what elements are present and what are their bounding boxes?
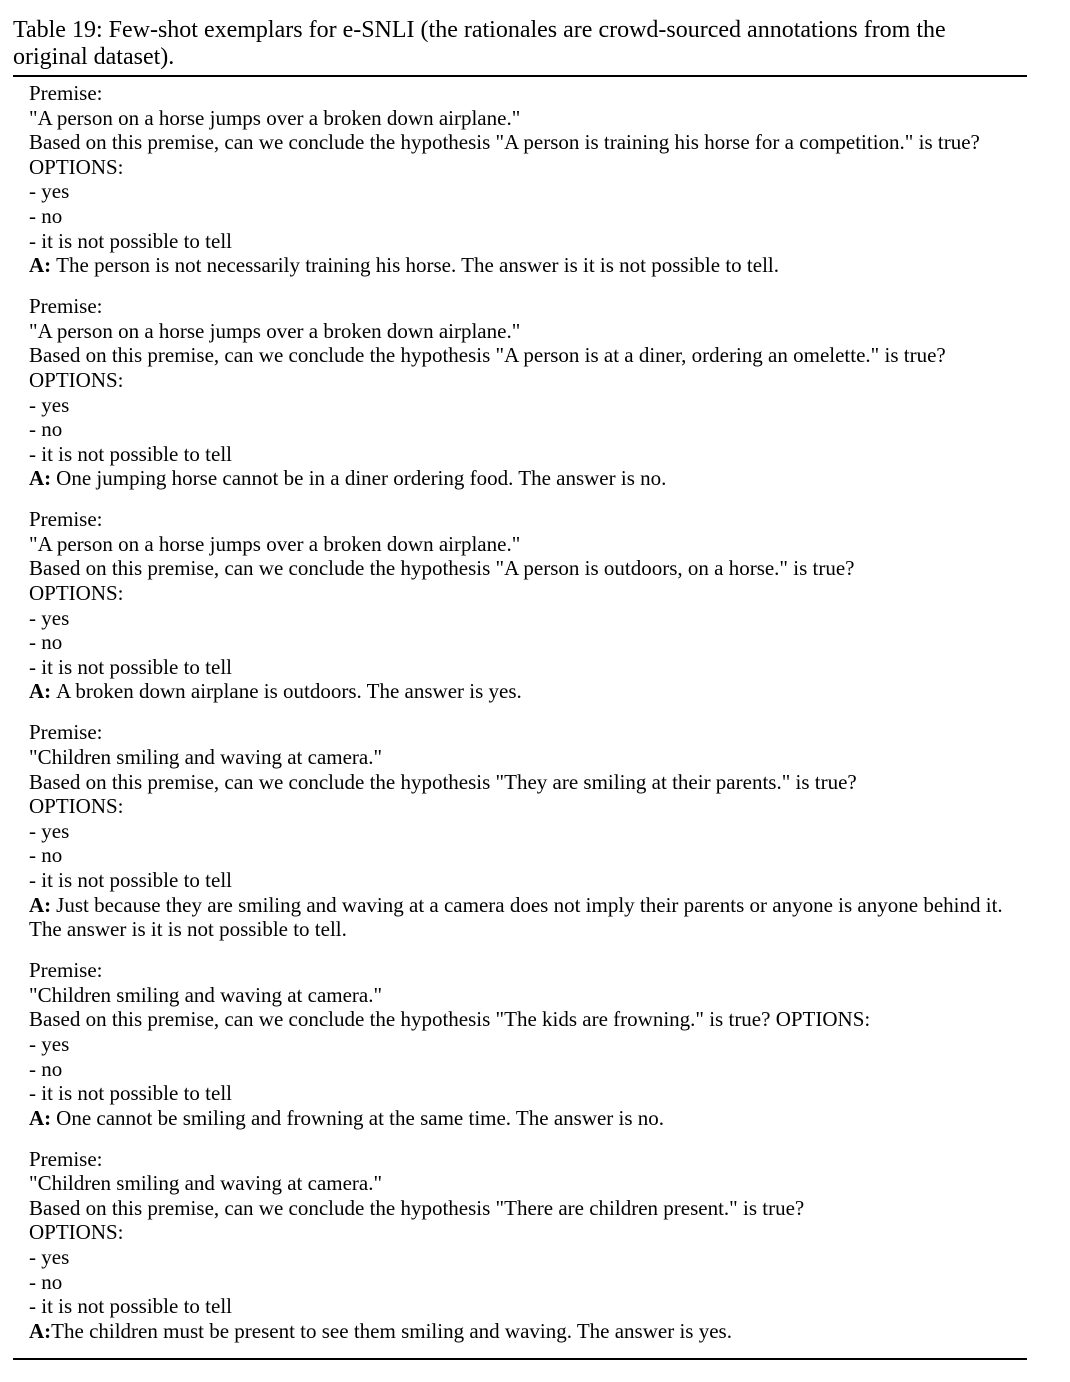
hypothesis-question: Based on this premise, can we conclude the hypothesis "The kids are frowning." is true? OPTIONS: <box>29 1007 871 1032</box>
option-not-possible: - it is not possible to tell <box>29 228 232 253</box>
answer-text: Just because they are smiling and waving at a camera does not imply their parents or anyone is anyone behind it. The answer is it is not possible to tell. <box>29 892 1003 942</box>
answer-text: One cannot be smiling and frowning at the same time. The answer is no. <box>56 1105 665 1130</box>
options-label: OPTIONS: <box>29 794 124 819</box>
answer-text: A broken down airplane is outdoors. The answer is yes. <box>56 679 522 704</box>
premise-text: "Children smiling and waving at camera." <box>29 982 383 1007</box>
option-yes: - yes <box>29 605 70 630</box>
premise-text: "A person on a horse jumps over a broken down airplane." <box>29 318 521 343</box>
premise-label: Premise: <box>29 81 103 105</box>
option-not-possible: - it is not possible to tell <box>29 867 232 892</box>
premise-text: "Children smiling and waving at camera." <box>29 1171 383 1196</box>
option-no: - no <box>29 843 63 868</box>
option-no: - no <box>29 203 63 228</box>
exemplar-list <box>29 81 1019 1360</box>
hypothesis-question: Based on this premise, can we conclude the hypothesis "A person is outdoors, on a horse." is true? <box>29 556 855 581</box>
option-yes: - yes <box>29 1245 70 1270</box>
options-label: OPTIONS: <box>29 581 124 606</box>
answer-line <box>29 679 1019 704</box>
answer-text: The children must be present to see them smiling and waving. The answer is yes. <box>51 1318 732 1343</box>
answer-label: A: <box>29 253 52 278</box>
table-caption: Table 19: Few-shot exemplars for e-SNLI (the rationales are crowd-sourced annotations from the original dataset). <box>13 17 946 70</box>
option-yes: - yes <box>29 179 70 204</box>
options-label: OPTIONS: <box>29 154 124 179</box>
answer-line <box>29 1106 1019 1131</box>
option-no: - no <box>29 417 63 442</box>
premise-label: Premise: <box>29 958 103 983</box>
premise-text: "A person on a horse jumps over a broken down airplane." <box>29 531 521 556</box>
hypothesis-question: Based on this premise, can we conclude the hypothesis "They are smiling at their parents." is true? <box>29 769 857 794</box>
premise-label: Premise: <box>29 1146 103 1171</box>
top-rule <box>13 75 1027 77</box>
answer-label: A: <box>29 892 52 917</box>
options-label: OPTIONS: <box>29 1220 124 1245</box>
answer-line <box>29 1319 1019 1344</box>
exemplar <box>29 507 1019 704</box>
answer-line <box>29 253 1019 278</box>
answer-text: The person is not necessarily training his horse. The answer is it is not possible to tell. <box>56 253 780 278</box>
premise-text: "Children smiling and waving at camera." <box>29 745 383 770</box>
option-yes: - yes <box>29 392 70 417</box>
options-label: OPTIONS: <box>29 367 124 392</box>
exemplar <box>29 1147 1019 1344</box>
option-not-possible: - it is not possible to tell <box>29 441 232 466</box>
answer-label: A: <box>29 679 52 704</box>
bottom-rule <box>13 1358 1027 1360</box>
exemplar <box>29 720 1019 941</box>
answer-label: A: <box>29 466 52 491</box>
option-yes: - yes <box>29 818 70 843</box>
premise-label: Premise: <box>29 294 103 319</box>
exemplar <box>29 958 1019 1130</box>
answer-line <box>29 466 1019 491</box>
option-yes: - yes <box>29 1031 70 1056</box>
answer-line <box>29 893 1019 942</box>
hypothesis-question: Based on this premise, can we conclude the hypothesis "A person is at a diner, ordering an omelette." is true? <box>29 343 946 368</box>
premise-text: "A person on a horse jumps over a broken down airplane." <box>29 105 521 130</box>
option-not-possible: - it is not possible to tell <box>29 1081 232 1106</box>
answer-label: A: <box>29 1318 52 1343</box>
hypothesis-question: Based on this premise, can we conclude the hypothesis "A person is training his horse for a competition." is true? <box>29 130 980 155</box>
exemplar <box>29 81 1019 278</box>
hypothesis-question: Based on this premise, can we conclude the hypothesis "There are children present." is true? <box>29 1195 805 1220</box>
option-no: - no <box>29 1056 63 1081</box>
answer-text: One jumping horse cannot be in a diner ordering food. The answer is no. <box>56 466 667 491</box>
option-no: - no <box>29 630 63 655</box>
answer-label: A: <box>29 1105 52 1130</box>
option-not-possible: - it is not possible to tell <box>29 654 232 679</box>
premise-label: Premise: <box>29 720 103 745</box>
option-no: - no <box>29 1269 63 1294</box>
exemplar <box>29 294 1019 491</box>
option-not-possible: - it is not possible to tell <box>29 1294 232 1319</box>
premise-label: Premise: <box>29 507 103 532</box>
